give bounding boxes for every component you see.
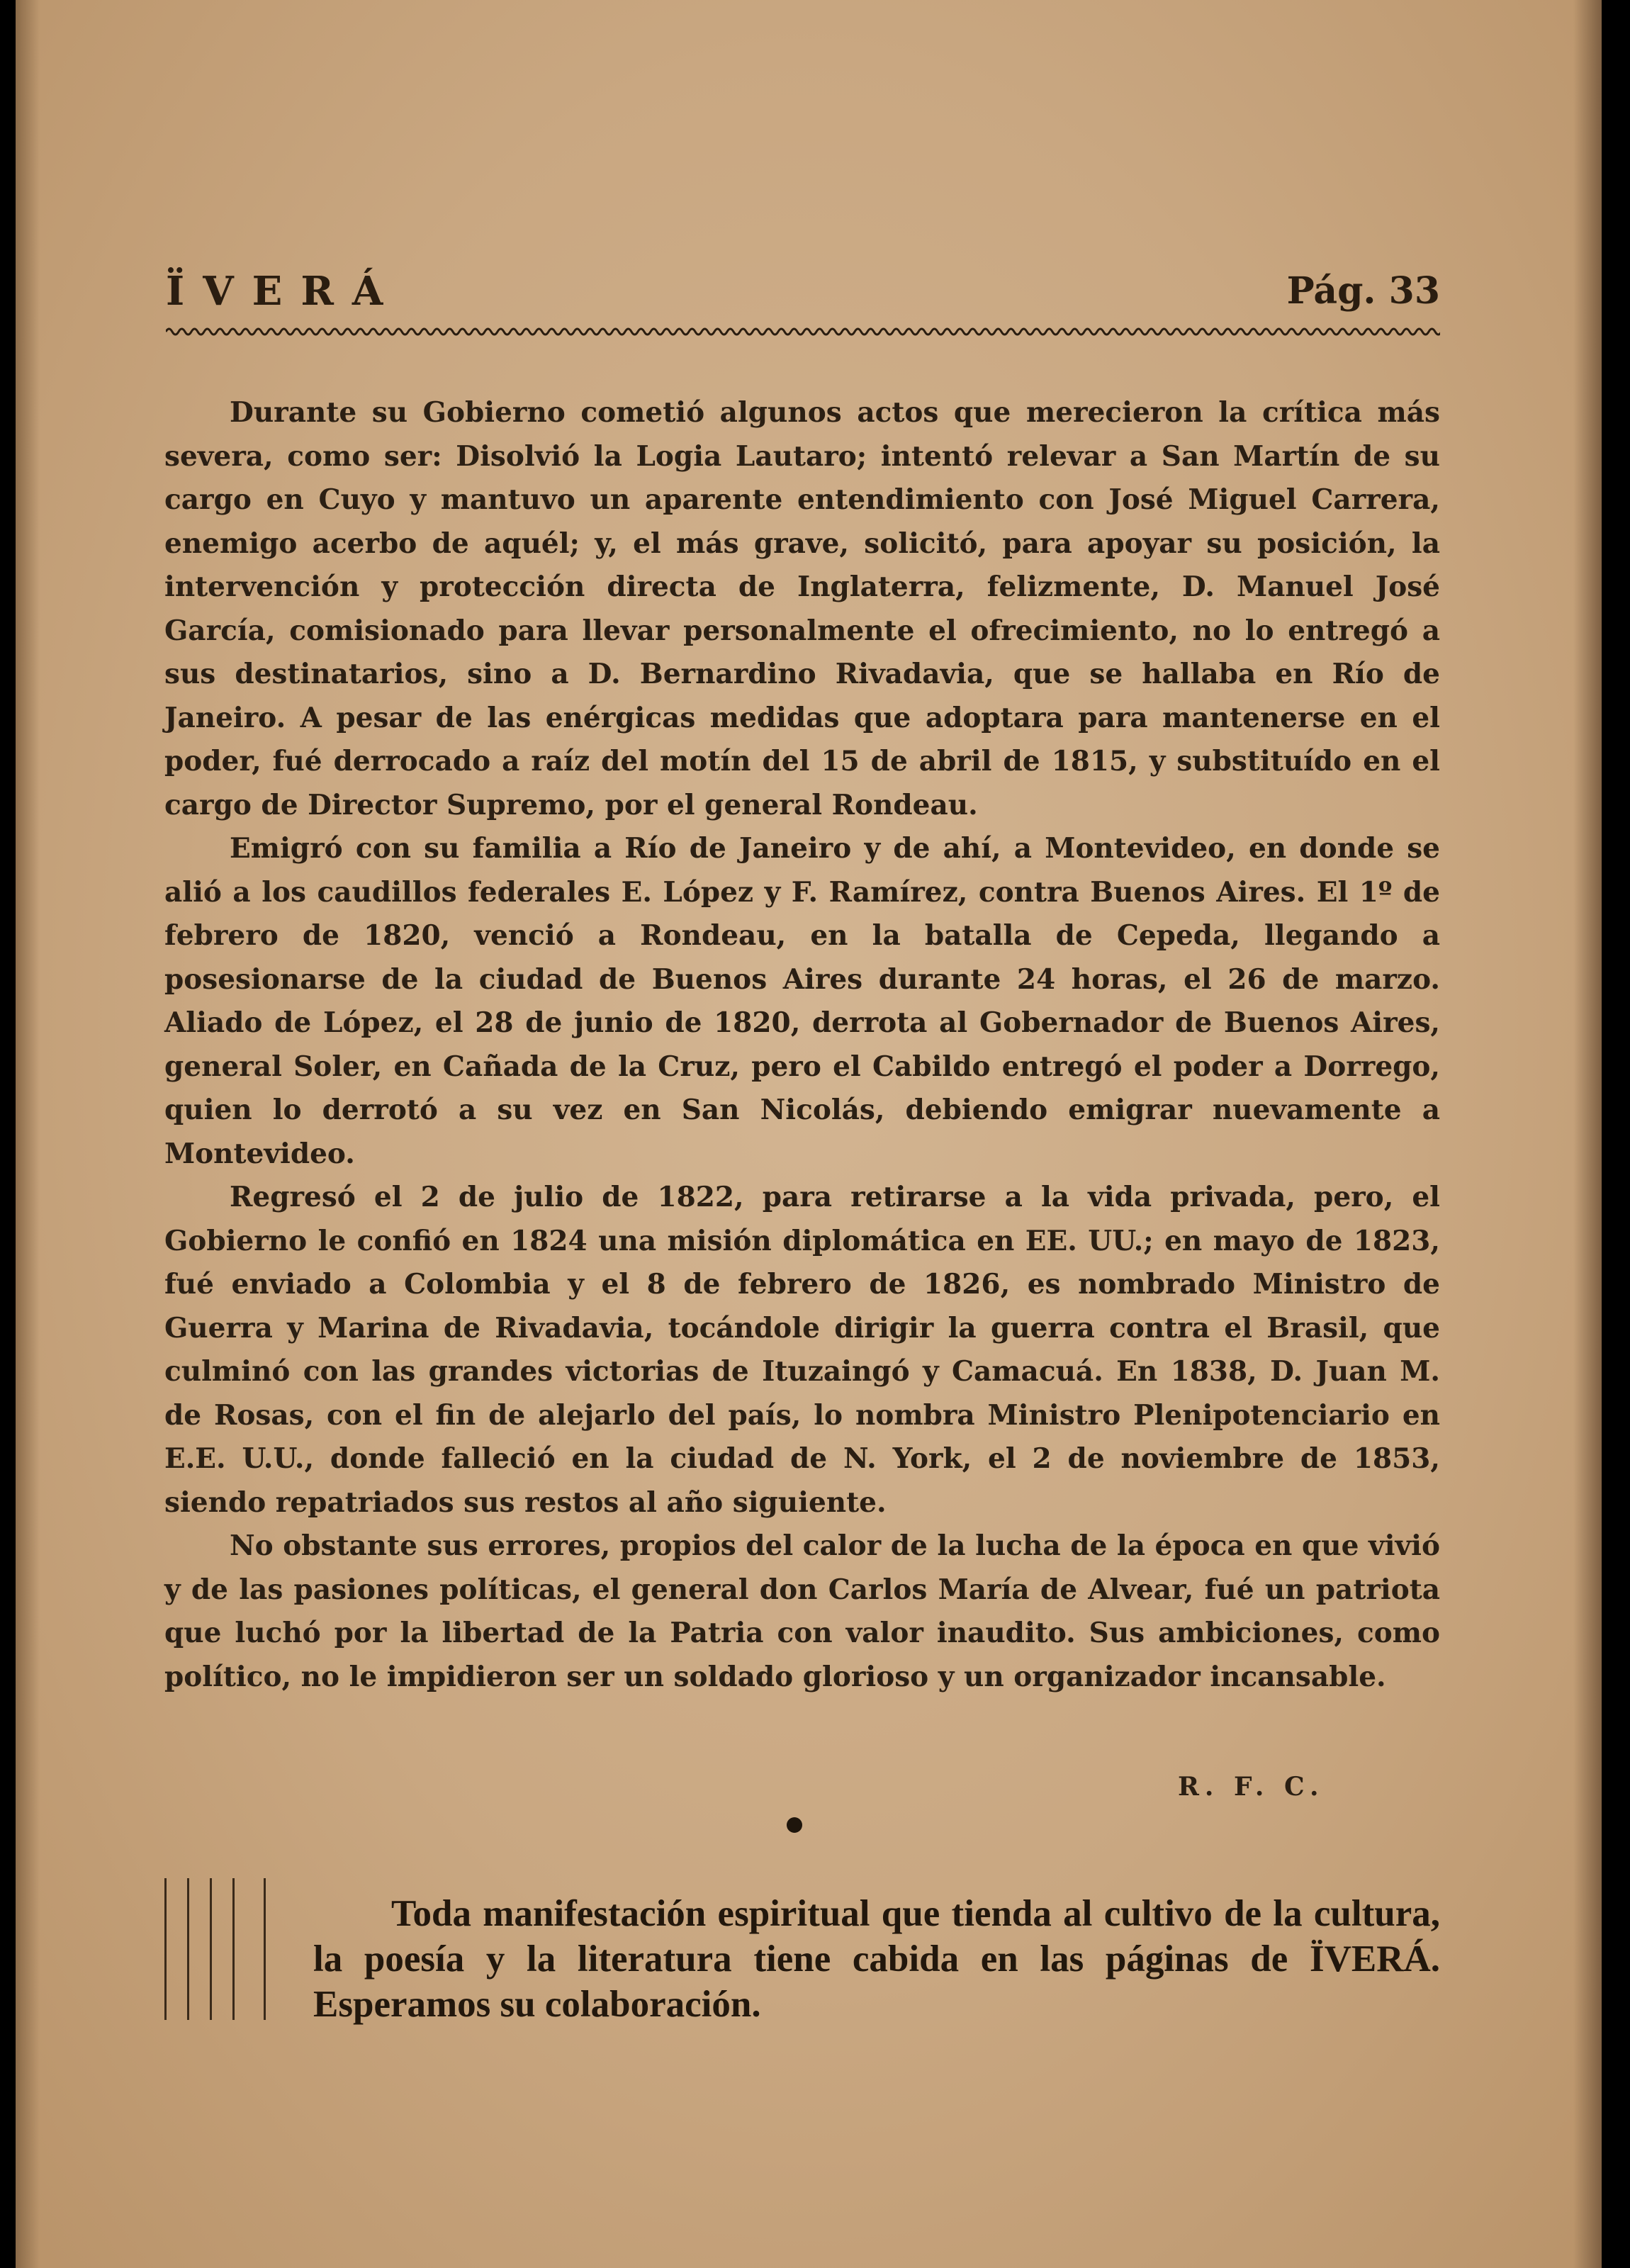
journal-name: ÏVERÁ	[166, 268, 402, 315]
article-paragraph: No obstante sus errores, propios del calor de la lucha de la época en que vivió y de las pasiones políticas, el general don Carlos María de Alvear, fué un patriota que luchó por la libertad de la Patria con valor inaudito. Sus ambiciones, como político, no le impidieron ser un soldado glorioso y un organizador incansable.	[164, 1529, 1440, 1693]
article-paragraph: Emigró con su familia a Río de Janeiro y de ahí, a Montevideo, en donde se alió a los caudillos federales E. López y F. Ramírez, contra Buenos Aires. El 1º de febrero de 1820, venció a Rondeau, en la batalla de Cepeda, llegando a posesionarse de la ciudad de Buenos Aires durante 24 horas, el 26 de marzo. Aliado de López, el 28 de junio de 1820, derrota al Gobernador de Buenos Aires, general Soler, en Cañada de la Cruz, pero el Cabildo entregó el poder a Dorrego, quien lo derrotó a su vez en San Nicolás, debiendo emigrar nuevamente a Montevideo.	[164, 832, 1440, 1170]
magazine-page	[16, 0, 1602, 2268]
decorative-vertical-bars	[164, 1878, 278, 2020]
wavy-rule-divider	[166, 323, 1440, 340]
page-number: Pág. 33	[1286, 269, 1440, 313]
running-head	[166, 266, 1440, 316]
article-body	[164, 391, 1440, 1699]
article-paragraph: Regresó el 2 de julio de 1822, para retirarse a la vida privada, pero, el Gobierno le confió en 1824 una misión diplomática en EE. UU.; en mayo de 1823, fué enviado a Colombia y el 8 de febrero de 1826, es nombrado Ministro de Guerra y Marina de Rivadavia, tocándole dirigir la guerra contra el Brasil, que culminó con las grandes victorias de Ituzaingó y Camacuá. En 1838, D. Juan M. de Rosas, con el fin de alejarlo del país, lo nombra Ministro Plenipotenciario en E.E. U.U., donde falleció en la ciudad de N. York, el 2 de noviembre de 1853, siendo repatriados sus restos al año siguiente.	[164, 1181, 1440, 1519]
collaboration-notice	[313, 1891, 1440, 2027]
article-paragraph: Durante su Gobierno cometió algunos actos que merecieron la crítica más severa, como ser: Disolvió la Logia Lautaro; intentó relevar a San Martín de su cargo en Cuyo y mantuvo un aparente entendimiento con José Miguel Carrera, enemigo acerbo de aquél; y, el más grave, solicitó, para apoyar su posición, la intervención y protección directa de Inglaterra, felizmente, D. Manuel José García, comisionado para llevar personalmente el ofrecimiento, no lo entregó a sus destinatarios, sino a D. Bernardino Rivadavia, que se hallaba en Río de Janeiro. A pesar de las enérgicas medidas que adoptara para mantenerse en el poder, fué derrocado a raíz del motín del 15 de abril de 1815, y substituído en el cargo de Director Supremo, por el general Rondeau.	[164, 396, 1440, 821]
notice-paragraph: Toda manifestación espiritual que tienda al cultivo de la cultura, la poesía y la literatura tiene cabida en las páginas de ÏVERÁ. Esperamos su colaboración.	[313, 1893, 1440, 2025]
section-separator-dot	[787, 1817, 802, 1833]
author-initials: R. F. C.	[1178, 1772, 1325, 1802]
